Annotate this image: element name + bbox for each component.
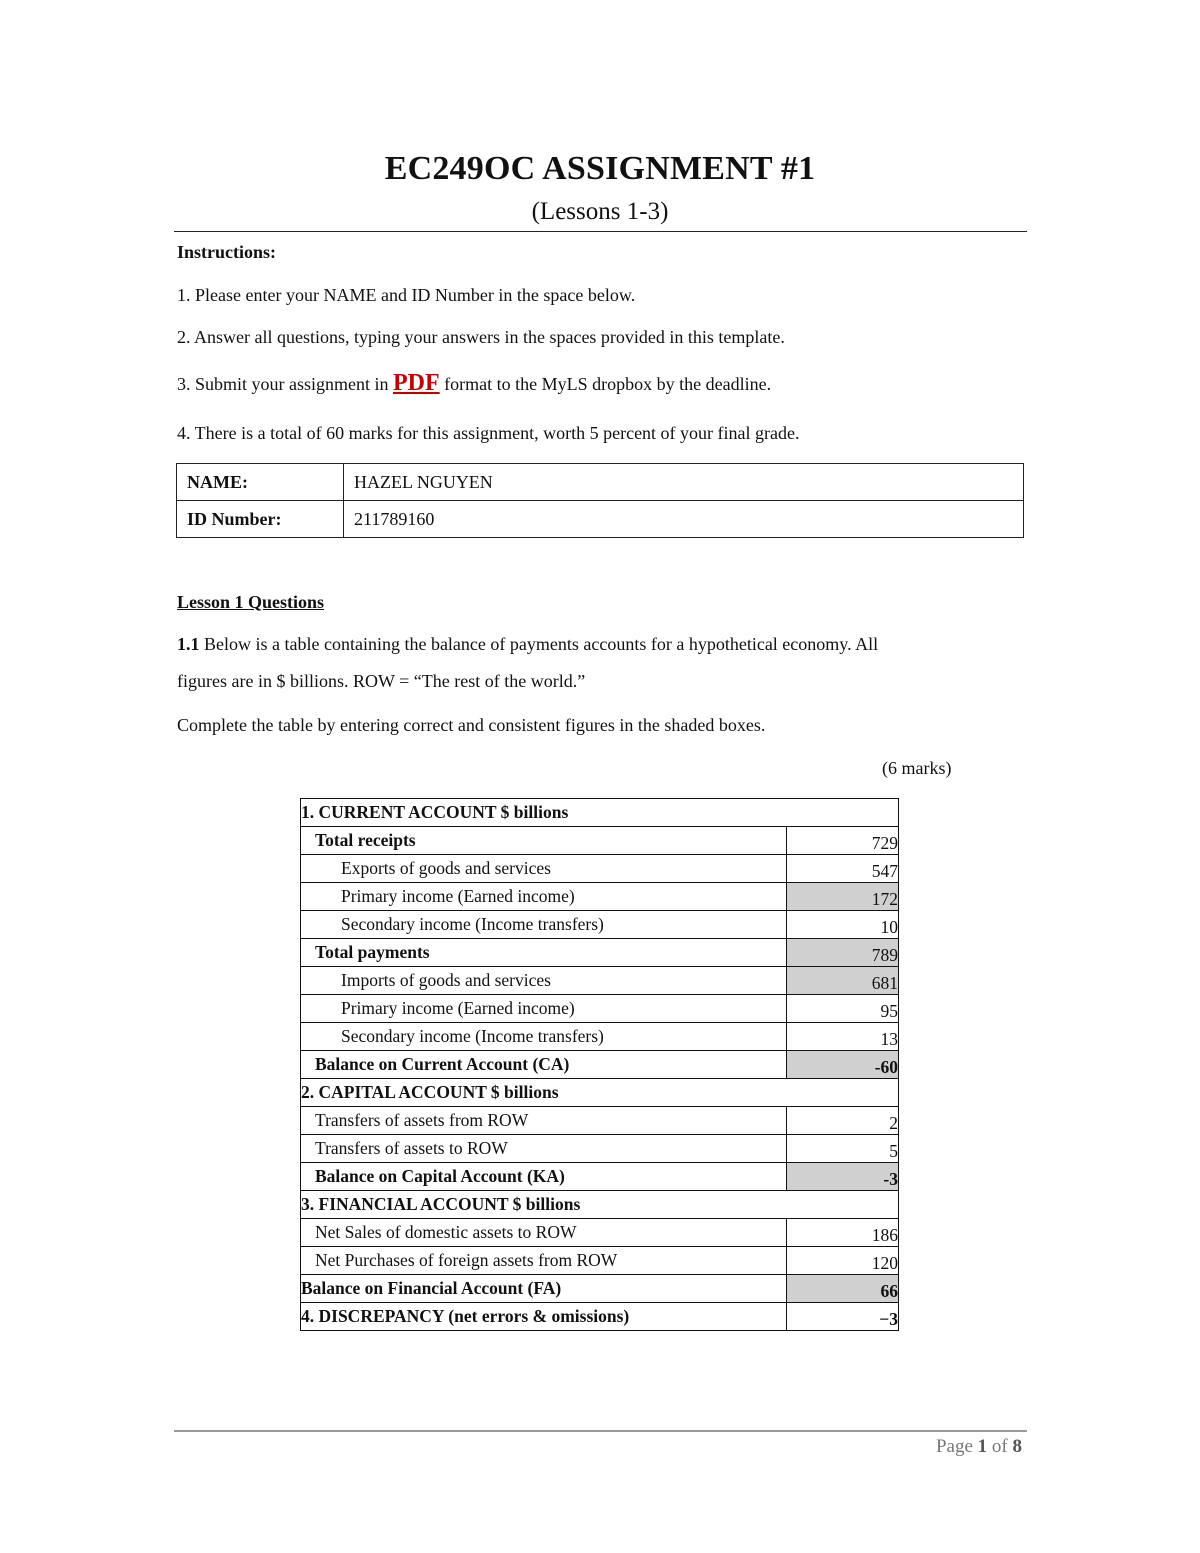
bop-row (301, 1023, 899, 1051)
instruction-3-tail: format to the MyLS dropbox by the deadline. (444, 374, 772, 394)
bop-row-label: Primary income (Earned income) (301, 883, 787, 911)
lesson-1-heading: Lesson 1 Questions (177, 592, 325, 612)
bop-row-label: Transfers of assets to ROW (301, 1135, 787, 1163)
page-total: 8 (1012, 1436, 1022, 1457)
instruction-3 (177, 370, 771, 397)
of-word: of (991, 1436, 1008, 1457)
document-subtitle: (Lessons 1-3) (531, 198, 669, 225)
page-number: 1 (977, 1436, 988, 1457)
bop-value-cell: 95 (787, 995, 899, 1023)
bop-value-cell: 5 (787, 1135, 899, 1163)
bop-row-label: Total receipts (301, 827, 787, 855)
bop-row-label: Primary income (Earned income) (301, 995, 787, 1023)
instructions-heading: Instructions: (177, 242, 277, 262)
instruction-3-lead: 3. Submit your assignment in (177, 374, 389, 394)
page-footer (936, 1436, 1022, 1458)
bop-value-cell: 2 (787, 1107, 899, 1135)
pdf-highlight: PDF (393, 370, 440, 396)
bop-value-cell: 729 (787, 827, 899, 855)
bop-row (301, 911, 899, 939)
bop-row (301, 967, 899, 995)
id-label: ID Number: (177, 501, 344, 538)
question-text-line-3: Complete the table by entering correct and consistent figures in the shaded boxes. (177, 715, 766, 735)
bop-row-label: Exports of goods and services (301, 855, 787, 883)
bop-row (301, 1163, 899, 1191)
bop-row-label: Imports of goods and services (301, 967, 787, 995)
bop-row (301, 1275, 899, 1303)
bop-row-label: Balance on Financial Account (FA) (301, 1275, 787, 1303)
bop-row-label: Total payments (301, 939, 787, 967)
bop-row (301, 799, 899, 827)
bop-answer-cell[interactable]: -3 (787, 1163, 899, 1191)
bop-row (301, 1135, 899, 1163)
instruction-4: 4. There is a total of 60 marks for this assignment, worth 5 percent of your final grade. (177, 423, 800, 443)
bop-value-cell: 13 (787, 1023, 899, 1051)
bop-answer-cell[interactable]: -60 (787, 1051, 899, 1079)
document-title: EC249OC ASSIGNMENT #1 (384, 150, 816, 187)
bop-row (301, 827, 899, 855)
student-info-table (176, 463, 1024, 538)
question-number: 1.1 (177, 634, 200, 654)
bop-value-cell: 120 (787, 1247, 899, 1275)
bop-row (301, 883, 899, 911)
bop-row (301, 1247, 899, 1275)
marks-label: (6 marks) (882, 758, 952, 778)
instruction-1: 1. Please enter your NAME and ID Number in the space below. (177, 285, 636, 305)
bop-row (301, 855, 899, 883)
bop-value-cell: 547 (787, 855, 899, 883)
footer-divider (174, 1430, 1027, 1432)
question-text-line-1: Below is a table containing the balance of payments accounts for a hypothetical economy. All (204, 634, 879, 654)
bop-row-label: Balance on Capital Account (KA) (301, 1163, 787, 1191)
bop-row (301, 1303, 899, 1331)
question-text-line-2: figures are in $ billions. ROW = “The rest of the world.” (177, 671, 586, 691)
bop-row-label: Secondary income (Income transfers) (301, 1023, 787, 1051)
bop-row-label: Net Purchases of foreign assets from ROW (301, 1247, 787, 1275)
bop-answer-cell[interactable]: 789 (787, 939, 899, 967)
bop-row (301, 1079, 899, 1107)
bop-value-cell: 10 (787, 911, 899, 939)
bop-answer-cell[interactable]: 66 (787, 1275, 899, 1303)
bop-section-label: 2. CAPITAL ACCOUNT $ billions (301, 1079, 899, 1107)
bop-value-cell: −3 (787, 1303, 899, 1331)
bop-row (301, 1191, 899, 1219)
id-row (177, 501, 1024, 538)
bop-row (301, 1051, 899, 1079)
bop-row (301, 1107, 899, 1135)
bop-row-label: Balance on Current Account (CA) (301, 1051, 787, 1079)
bop-table-body (301, 799, 899, 1331)
instruction-2: 2. Answer all questions, typing your answers in the spaces provided in this template. (177, 327, 785, 347)
bop-answer-cell[interactable]: 172 (787, 883, 899, 911)
question-1-1-line-1 (177, 634, 878, 655)
page-word: Page (935, 1436, 973, 1457)
bop-row (301, 939, 899, 967)
bop-answer-cell[interactable]: 681 (787, 967, 899, 995)
title-divider (174, 231, 1027, 232)
bop-value-cell: 186 (787, 1219, 899, 1247)
bop-row (301, 995, 899, 1023)
bop-section-label: 1. CURRENT ACCOUNT $ billions (301, 799, 899, 827)
bop-row-label: Secondary income (Income transfers) (301, 911, 787, 939)
bop-row-label: 4. DISCREPANCY (net errors & omissions) (301, 1303, 787, 1331)
balance-of-payments-table (300, 798, 899, 1331)
name-field[interactable]: HAZEL NGUYEN (344, 464, 1024, 501)
bop-row (301, 1219, 899, 1247)
bop-row-label: Transfers of assets from ROW (301, 1107, 787, 1135)
bop-row-label: Net Sales of domestic assets to ROW (301, 1219, 787, 1247)
bop-section-label: 3. FINANCIAL ACCOUNT $ billions (301, 1191, 899, 1219)
name-label: NAME: (177, 464, 344, 501)
id-field[interactable]: 211789160 (344, 501, 1024, 538)
name-row (177, 464, 1024, 501)
